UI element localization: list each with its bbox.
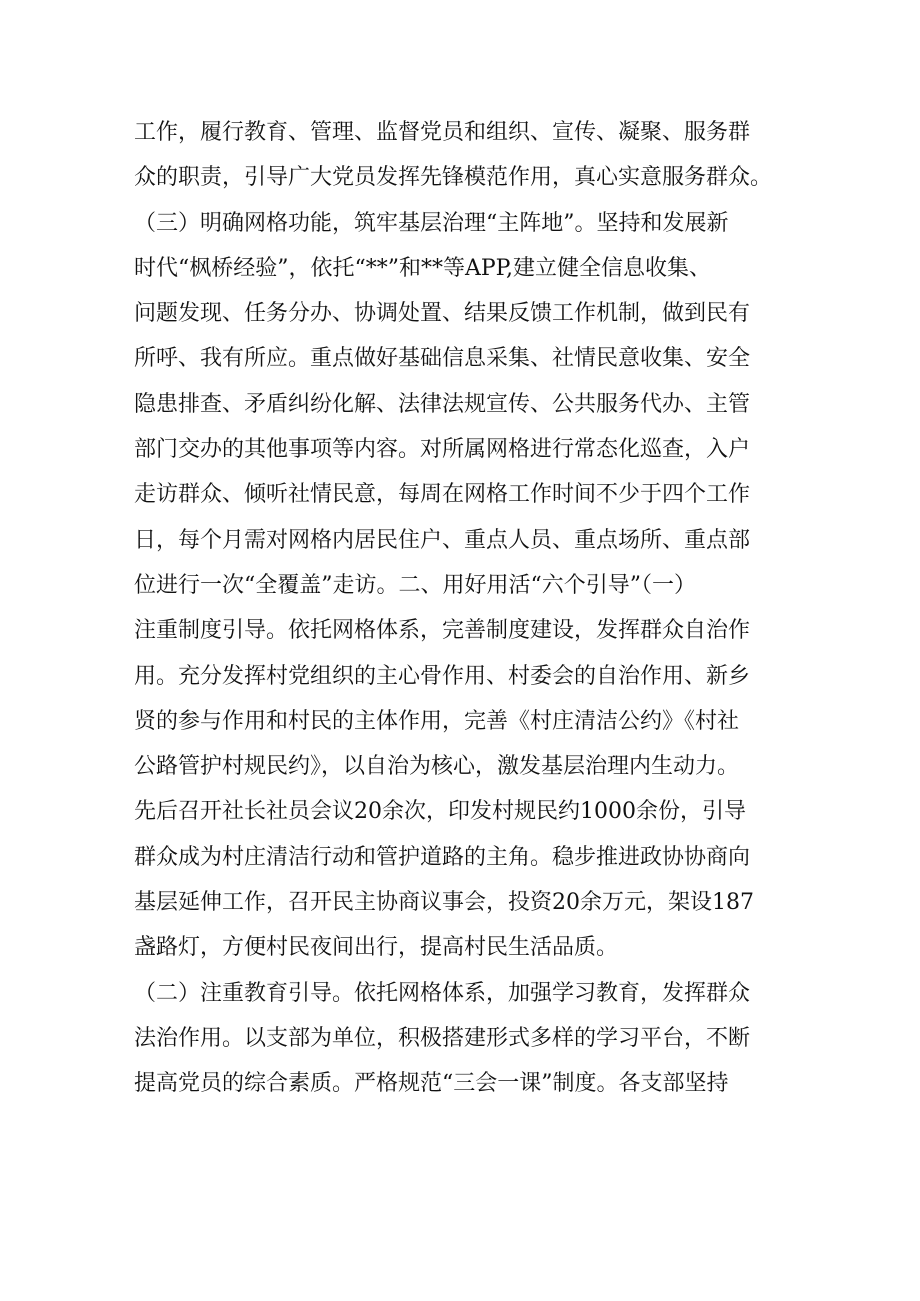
text-line: 工作，履行教育、管理、监督党员和组织、宣传、凝聚、服务群 bbox=[134, 120, 751, 145]
text-line: 基层延伸工作，召开民主协商议事会，投资20余万元，架设187 bbox=[134, 890, 754, 916]
text-line: 贤的参与作用和村民的主体作用，完善《村庄清洁公约》《村社 bbox=[134, 708, 740, 734]
text-line: 先后召开社长社员会议20余次，印发村规民约1000余份，引导 bbox=[134, 799, 746, 825]
text-line: 注重制度引导。依托网格体系，完善制度建设，发挥群众自治作 bbox=[134, 618, 751, 644]
text-line: 盏路灯，方便村民夜间出行，提高村民生活品质。 bbox=[134, 935, 619, 961]
text-line: 众的职责，引导广大党员发挥先锋模范作用，真心实意服务群众。 bbox=[134, 165, 773, 191]
text-line: 群众成为村庄清洁行动和管护道路的主角。稳步推进政协协商向 bbox=[134, 844, 751, 870]
text-line: 隐患排查、矛盾纠纷化解、法律法规宣传、公共服务代办、主管 bbox=[134, 391, 751, 417]
text-line: 问题发现、任务分办、协调处置、结果反馈工作机制，做到民有 bbox=[134, 301, 751, 327]
text-line: 位进行一次“全覆盖”走访。二、用好用活“六个引导”（一） bbox=[134, 572, 696, 598]
text-line: （二）注重教育引导。依托网格体系，加强学习教育，发挥群众 bbox=[134, 980, 751, 1006]
text-line: 部门交办的其他事项等内容。对所属网格进行常态化巡查，入户 bbox=[134, 437, 751, 463]
text-line: （三）明确网格功能，筑牢基层治理“主阵地”。坚持和发展新 bbox=[134, 210, 729, 236]
text-line: 法治作用。以支部为单位，积极搭建形式多样的学习平台，不断 bbox=[134, 1025, 751, 1051]
text-line: 公路管护村规民约》，以自治为核心，激发基层治理内生动力。 bbox=[134, 754, 740, 780]
text-line: 所呼、我有所应。重点做好基础信息采集、社情民意收集、安全 bbox=[134, 346, 751, 372]
body-text bbox=[134, 110, 814, 1107]
text-line: 提高党员的综合素质。严格规范“三会一课”制度。各支部坚持 bbox=[134, 1071, 729, 1097]
text-line: 走访群众、倾听社情民意，每周在网格工作时间不少于四个工作 bbox=[134, 482, 751, 508]
text-line: 日，每个月需对网格内居民住户、重点人员、重点场所、重点部 bbox=[134, 527, 751, 553]
text-line: 用。充分发挥村党组织的主心骨作用、村委会的自治作用、新乡 bbox=[134, 663, 751, 689]
text-line: 时代“枫桥经验”，依托“**”和**等APP,建立健全信息收集、 bbox=[134, 255, 712, 281]
